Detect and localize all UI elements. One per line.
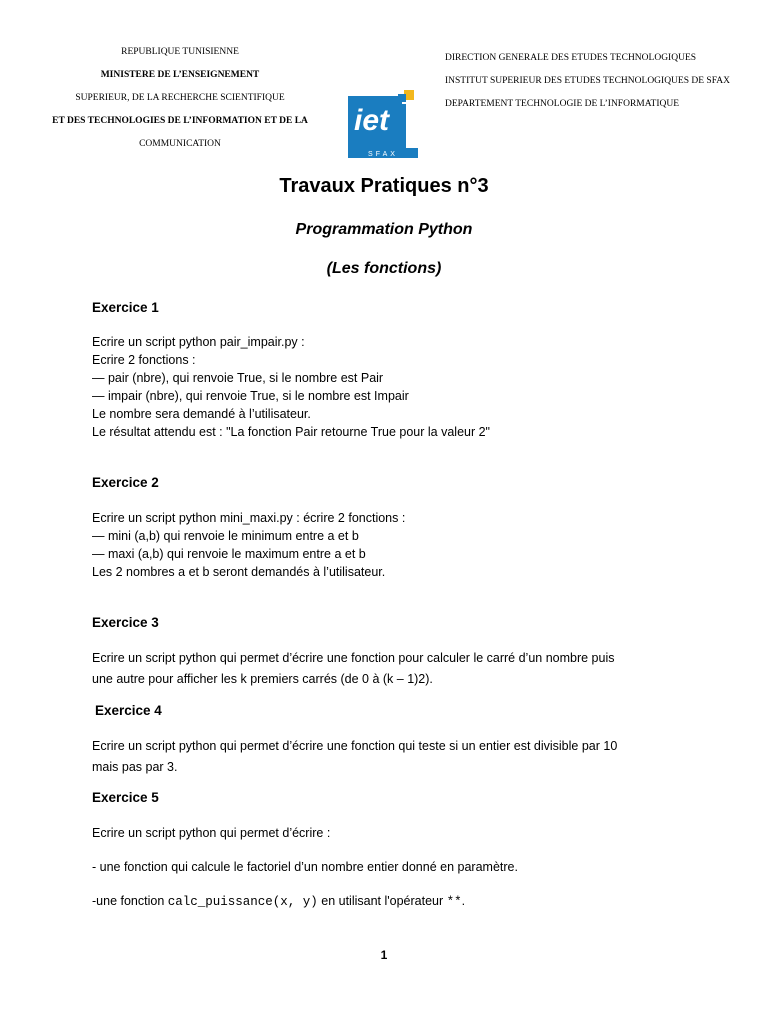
header-right-line: DIRECTION GENERALE DES ETUDES TECHNOLOGIQUES: [445, 53, 697, 63]
iset-logo-icon: [348, 88, 418, 158]
exercise-line: — mini (a,b) qui renvoie le minimum entre a et b: [92, 529, 359, 543]
header-left-line: SUPERIEUR, DE LA RECHERCHE SCIENTIFIQUE: [75, 93, 285, 103]
code-snippet: calc_puissance(x, y): [167, 895, 318, 909]
exercise-line: Les 2 nombres a et b seront demandés à l’utilisateur.: [92, 565, 386, 579]
exercise-5-body: [92, 824, 712, 911]
exercise-line: — maxi (a,b) qui renvoie le maximum entre a et b: [92, 547, 366, 561]
page-title: Travaux Pratiques n°3: [279, 175, 489, 197]
exercise-text: .: [461, 894, 466, 908]
exercise-4-body: [92, 736, 712, 778]
subtitle-topic: (Les fonctions): [326, 260, 442, 277]
exercise-line: Ecrire un script python pair_impair.py :: [92, 335, 305, 349]
header-left: [40, 44, 320, 159]
page-number: 1: [380, 948, 388, 962]
exercise-3-body: [92, 648, 712, 690]
code-operator: **: [446, 895, 462, 909]
exercise-line: Ecrire un script python qui permet d’écrire une fonction qui teste si un entier est divisible par 10: [92, 739, 618, 753]
exercise-4-heading: Exercice 4: [95, 703, 162, 718]
exercise-1-heading: Exercice 1: [92, 300, 159, 315]
exercise-text: en utilisant l'opérateur: [317, 894, 447, 908]
header-left-line: REPUBLIQUE TUNISIENNE: [121, 47, 239, 57]
exercise-line: - une fonction qui calcule le factoriel d’un nombre entier donné en paramètre.: [92, 860, 518, 874]
header-left-line: MINISTERE DE L’ENSEIGNEMENT: [100, 70, 260, 80]
logo-subtext: SFAX: [368, 151, 398, 158]
header-left-line: ET DES TECHNOLOGIES DE L’INFORMATION ET DE LA: [52, 116, 308, 126]
exercise-5-heading: Exercice 5: [92, 790, 159, 805]
logo-text: iet: [354, 104, 390, 137]
exercise-line: une autre pour afficher les k premiers carrés (de 0 à (k – 1)2).: [92, 672, 433, 686]
header-left-line: COMMUNICATION: [139, 139, 221, 149]
header-right-line: DEPARTEMENT TECHNOLOGIE DE L’INFORMATIQUE: [445, 99, 680, 109]
exercise-line: Le résultat attendu est : "La fonction Pair retourne True pour la valeur 2": [92, 425, 490, 439]
exercise-line: Le nombre sera demandé à l’utilisateur.: [92, 407, 311, 421]
subtitle: Programmation Python: [295, 221, 473, 238]
header-right: [445, 50, 765, 119]
exercise-line: Ecrire un script python mini_maxi.py : écrire 2 fonctions :: [92, 511, 406, 525]
exercise-line: [92, 892, 712, 911]
exercise-line: — impair (nbre), qui renvoie True, si le nombre est Impair: [92, 389, 409, 403]
exercise-1-body: [92, 333, 712, 441]
exercise-2-heading: Exercice 2: [92, 475, 159, 490]
exercise-line: Ecrire 2 fonctions :: [92, 353, 196, 367]
exercise-line: Ecrire un script python qui permet d’écrire une fonction pour calculer le carré d’un nombre puis: [92, 651, 615, 665]
exercise-line: mais pas par 3.: [92, 760, 178, 774]
exercise-text: -une fonction: [92, 894, 168, 908]
exercise-3-heading: Exercice 3: [92, 615, 159, 630]
exercise-line: — pair (nbre), qui renvoie True, si le nombre est Pair: [92, 371, 384, 385]
exercise-2-body: [92, 509, 712, 581]
header-right-line: INSTITUT SUPERIEUR DES ETUDES TECHNOLOGIQUES DE SFAX: [445, 76, 731, 86]
exercise-line: Ecrire un script python qui permet d’écrire :: [92, 826, 331, 840]
